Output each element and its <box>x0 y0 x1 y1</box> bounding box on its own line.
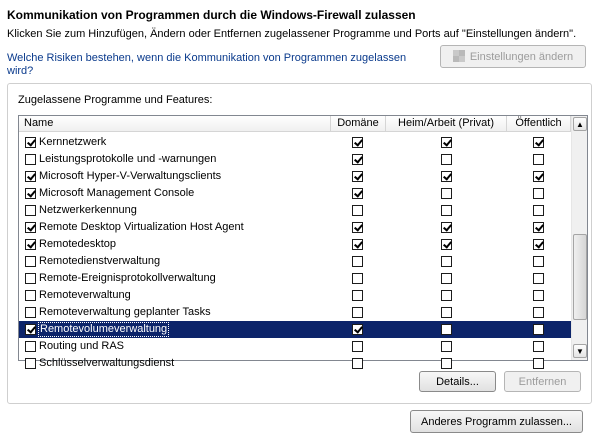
program-name-label: Remotevolumeverwaltung <box>40 323 168 335</box>
table-row[interactable] <box>19 253 571 270</box>
program-enabled-checkbox[interactable] <box>25 205 36 216</box>
program-enabled-checkbox[interactable] <box>25 222 36 233</box>
program-name-label: Routing und RAS <box>39 340 124 352</box>
private-profile-checkbox[interactable] <box>441 256 452 267</box>
public-profile-checkbox[interactable] <box>533 307 544 318</box>
public-profile-checkbox[interactable] <box>533 273 544 284</box>
table-row[interactable] <box>19 168 571 185</box>
program-name-label: Remoteverwaltung <box>39 289 131 301</box>
domain-profile-checkbox[interactable] <box>352 137 363 148</box>
program-name-cell <box>25 153 216 166</box>
table-row[interactable] <box>19 321 571 338</box>
table-row[interactable] <box>19 287 571 304</box>
public-profile-checkbox[interactable] <box>533 137 544 148</box>
program-enabled-checkbox[interactable] <box>25 256 36 267</box>
remove-button[interactable]: Entfernen <box>504 371 581 392</box>
public-profile-checkbox[interactable] <box>533 154 544 165</box>
table-row[interactable] <box>19 202 571 219</box>
program-enabled-checkbox[interactable] <box>25 341 36 352</box>
public-profile-checkbox[interactable] <box>533 341 544 352</box>
program-enabled-checkbox[interactable] <box>25 358 36 369</box>
public-profile-checkbox[interactable] <box>533 358 544 369</box>
vertical-scrollbar[interactable] <box>571 116 587 360</box>
details-button[interactable]: Details... <box>419 371 496 392</box>
domain-profile-checkbox[interactable] <box>352 256 363 267</box>
program-name-cell <box>25 136 106 149</box>
public-profile-checkbox[interactable] <box>533 256 544 267</box>
program-name-cell <box>25 221 244 234</box>
domain-profile-checkbox[interactable] <box>352 290 363 301</box>
domain-profile-checkbox[interactable] <box>352 239 363 250</box>
scroll-thumb[interactable] <box>573 234 587 320</box>
private-profile-checkbox[interactable] <box>441 324 452 335</box>
table-row[interactable] <box>19 355 571 372</box>
program-enabled-checkbox[interactable] <box>25 290 36 301</box>
private-profile-checkbox[interactable] <box>441 273 452 284</box>
program-name-label: Leistungsprotokolle und -warnungen <box>39 153 217 165</box>
program-name-label: Schlüsselverwaltungsdienst <box>39 357 175 369</box>
table-row[interactable] <box>19 219 571 236</box>
program-name-cell <box>25 272 216 285</box>
private-profile-checkbox[interactable] <box>441 358 452 369</box>
domain-profile-checkbox[interactable] <box>352 307 363 318</box>
program-name-cell <box>25 187 194 200</box>
scroll-down-icon[interactable]: ▼ <box>573 344 587 358</box>
program-enabled-checkbox[interactable] <box>25 239 36 250</box>
change-settings-label: Einstellungen ändern <box>469 50 574 63</box>
program-name-cell <box>25 323 168 336</box>
table-row[interactable] <box>19 270 571 287</box>
table-row[interactable] <box>19 151 571 168</box>
program-enabled-checkbox[interactable] <box>25 171 36 182</box>
programs-list[interactable] <box>18 115 588 369</box>
program-name-cell <box>25 238 116 251</box>
private-profile-checkbox[interactable] <box>441 290 452 301</box>
program-name-cell <box>25 306 211 319</box>
private-profile-checkbox[interactable] <box>441 239 452 250</box>
table-row[interactable] <box>19 236 571 253</box>
domain-profile-checkbox[interactable] <box>352 188 363 199</box>
public-profile-checkbox[interactable] <box>533 324 544 335</box>
column-header-private[interactable]: Heim/Arbeit (Privat) <box>386 116 507 132</box>
program-name-cell <box>25 170 221 183</box>
program-name-label: Netzwerkerkennung <box>39 204 137 216</box>
page-title: Kommunikation von Programmen durch die Windows-Firewall zulassen <box>7 8 416 22</box>
program-name-label: Remotedienstverwaltung <box>39 255 161 267</box>
public-profile-checkbox[interactable] <box>533 205 544 216</box>
table-row[interactable] <box>19 134 571 151</box>
private-profile-checkbox[interactable] <box>441 171 452 182</box>
public-profile-checkbox[interactable] <box>533 171 544 182</box>
domain-profile-checkbox[interactable] <box>352 222 363 233</box>
domain-profile-checkbox[interactable] <box>352 171 363 182</box>
uac-shield-icon <box>453 50 466 63</box>
allowed-programs-label: Zugelassene Programme und Features: <box>18 94 213 106</box>
program-enabled-checkbox[interactable] <box>25 188 36 199</box>
domain-profile-checkbox[interactable] <box>352 324 363 335</box>
table-row[interactable] <box>19 185 571 202</box>
change-settings-button[interactable] <box>440 45 586 68</box>
table-row[interactable] <box>19 304 571 321</box>
program-enabled-checkbox[interactable] <box>25 307 36 318</box>
private-profile-checkbox[interactable] <box>441 154 452 165</box>
allowed-programs-group <box>7 83 592 404</box>
private-profile-checkbox[interactable] <box>441 137 452 148</box>
program-name-label: Remotedesktop <box>39 238 117 250</box>
private-profile-checkbox[interactable] <box>441 222 452 233</box>
scroll-up-icon[interactable]: ▲ <box>573 117 587 131</box>
domain-profile-checkbox[interactable] <box>352 154 363 165</box>
column-header-public[interactable]: Öffentlich <box>507 116 571 132</box>
program-enabled-checkbox[interactable] <box>25 273 36 284</box>
domain-profile-checkbox[interactable] <box>352 205 363 216</box>
public-profile-checkbox[interactable] <box>533 290 544 301</box>
private-profile-checkbox[interactable] <box>441 205 452 216</box>
table-row[interactable] <box>19 338 571 355</box>
public-profile-checkbox[interactable] <box>533 239 544 250</box>
allow-other-program-button[interactable]: Anderes Programm zulassen... <box>410 410 583 433</box>
program-name-label: Kernnetzwerk <box>39 136 107 148</box>
program-name-cell <box>25 340 124 353</box>
private-profile-checkbox[interactable] <box>441 188 452 199</box>
program-name-cell <box>25 255 160 268</box>
domain-profile-checkbox[interactable] <box>352 358 363 369</box>
private-profile-checkbox[interactable] <box>441 341 452 352</box>
domain-profile-checkbox[interactable] <box>352 341 363 352</box>
program-name-label: Remote-Ereignisprotokollverwaltung <box>39 272 216 284</box>
program-name-cell <box>25 289 131 302</box>
program-name-label: Microsoft Management Console <box>39 187 195 199</box>
program-enabled-checkbox[interactable] <box>25 154 36 165</box>
program-enabled-checkbox[interactable] <box>25 324 36 335</box>
instruction-text: Klicken Sie zum Hinzufügen, Ändern oder Entfernen zugelassener Programme und Ports auf "Einstellungen ändern". <box>7 28 577 40</box>
program-enabled-checkbox[interactable] <box>25 137 36 148</box>
public-profile-checkbox[interactable] <box>533 188 544 199</box>
domain-profile-checkbox[interactable] <box>352 273 363 284</box>
public-profile-checkbox[interactable] <box>533 222 544 233</box>
column-header-name[interactable]: Name <box>19 116 331 132</box>
column-header-domain[interactable]: Domäne <box>331 116 386 132</box>
list-header <box>19 116 571 132</box>
program-name-cell <box>25 357 174 370</box>
program-name-label: Remote Desktop Virtualization Host Agent <box>39 221 244 233</box>
program-name-label: Microsoft Hyper-V-Verwaltungsclients <box>39 170 222 182</box>
private-profile-checkbox[interactable] <box>441 307 452 318</box>
program-name-cell <box>25 204 137 217</box>
risk-help-link[interactable]: Welche Risiken bestehen, wenn die Kommunikation von Programmen zugelassen wird? <box>7 52 407 77</box>
program-name-label: Remoteverwaltung geplanter Tasks <box>39 306 211 318</box>
